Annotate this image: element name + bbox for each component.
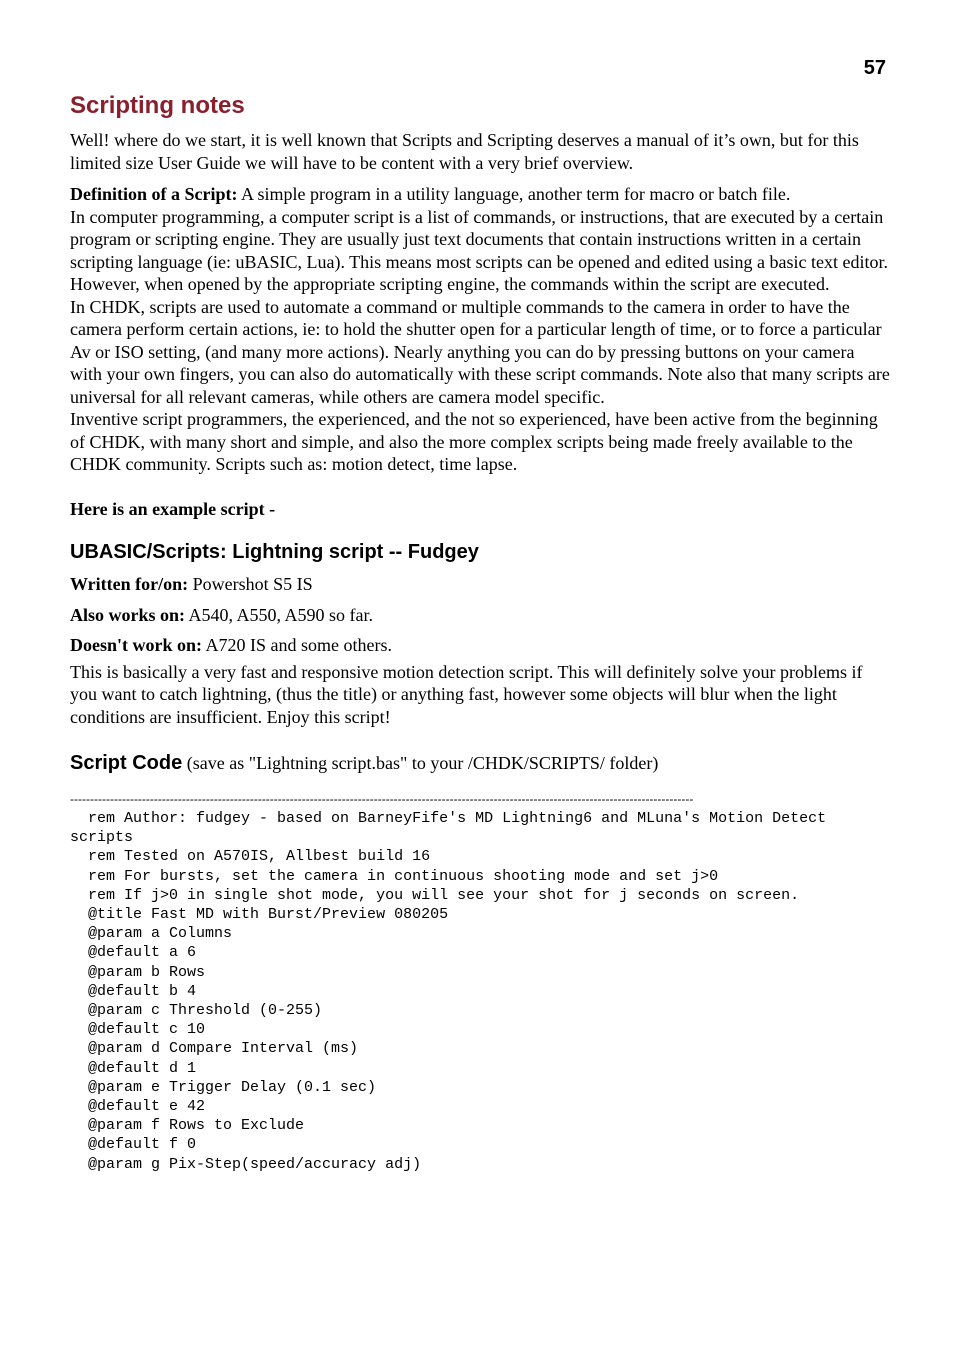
script-code-note: (save as "Lightning script.bas" to your /CHDK/SCRIPTS/ folder) [182, 753, 659, 773]
code-line: @default a 6 [70, 944, 197, 962]
description-paragraph: This is basically a very fast and responsive motion detection script. This will definitely solve your problems if you want to catch lightning, (thus the title) or anything fast, however some objects will blur when the light conditions are insufficient. Enjoy this script! [70, 661, 863, 727]
code-line: @param g Pix-Step(speed/accuracy adj) [70, 1155, 422, 1173]
page-content [70, 90, 890, 1174]
code-line: @param e Trigger Delay (0.1 sec) [70, 1078, 377, 1096]
code-line: @param a Columns [70, 925, 233, 943]
also-works-label: Also works on: [70, 604, 186, 625]
definition-line [70, 183, 890, 206]
code-block [70, 809, 890, 1174]
example-heading [70, 498, 890, 521]
code-line: @default b 4 [70, 982, 197, 1000]
section-title: Scripting notes [70, 92, 245, 119]
written-for-line [70, 573, 890, 596]
code-line: @default e 42 [70, 1098, 206, 1116]
code-line: rem Author: fudgey - based on BarneyFife's MD Lightning6 and MLuna's Motion Detect scripts [70, 810, 836, 847]
intro-paragraph: Well! where do we start, it is well known that Scripts and Scripting deserves a manual of it’s own, but for this limited size User Guide we will have to be content with a very brief overview. [70, 130, 859, 173]
doesnt-work-line [70, 634, 890, 657]
also-works-line [70, 604, 890, 627]
code-line: @param b Rows [70, 963, 206, 981]
definition-label: Definition of a Script: [70, 184, 238, 204]
code-line: @param d Compare Interval (ms) [70, 1040, 359, 1058]
code-line: rem Tested on A570IS, Allbest build 16 [70, 848, 431, 866]
definition-paragraph-1: In computer programming, a computer script is a list of commands, or instructions, that are executed by a certain program or scripting engine. They are usually just text documents that contain instructions written in a certain scripting language (ie: uBASIC, Lua). This means most scripts can be opened and edited using a basic text editor. However, when opened by the appropriate scripting engine, the commands within the script are executed. [70, 206, 888, 294]
definition-paragraph-2: In CHDK, scripts are used to automate a command or multiple commands to the camera in order to have the camera perform certain actions, ie: to hold the shutter open for a particular length of time, or to force a particular Av or ISO setting, (and many more actions). Nearly anything you can do by pressing buttons on your camera with your own fingers, you can also do automatically with these script commands. Note also that many scripts are universal for all relevant cameras, while others are camera model specific. [70, 296, 890, 407]
written-for-value: Powershot S5 IS [188, 574, 313, 594]
code-line: rem If j>0 in single shot mode, you will see your shot for j seconds on screen. [70, 886, 800, 904]
code-line: @default f 0 [70, 1136, 197, 1154]
script-code-heading [70, 750, 890, 778]
code-line: @param c Threshold (0-255) [70, 1002, 323, 1020]
doesnt-work-value: A720 IS and some others. [202, 635, 392, 655]
also-works-value: A540, A550, A590 so far. [185, 604, 374, 625]
code-line: @default c 10 [70, 1021, 206, 1039]
code-line: rem For bursts, set the camera in continuous shooting mode and set j>0 [70, 867, 719, 885]
code-line: @param f Rows to Exclude [70, 1117, 305, 1135]
doesnt-work-label: Doesn't work on: [70, 635, 203, 655]
script-title: UBASIC/Scripts: Lightning script -- Fudgey [70, 541, 479, 563]
written-for-label: Written for/on: [70, 574, 189, 594]
separator-line: ------------------------------------------------------------------------------------------------------------------------------------------------------------ [70, 792, 694, 806]
definition-text: A simple program in a utility language, another term for macro or batch file. [237, 184, 791, 204]
definition-paragraph-3: Inventive script programmers, the experienced, and the not so experienced, have been active from the beginning of CHDK, with many short and simple, and also the more complex scripts being made freely available to the CHDK community. Scripts such as: motion detect, time lapse. [70, 409, 878, 474]
page-number: 57 [863, 57, 886, 79]
script-code-label: Script Code [70, 752, 183, 774]
code-line: @default d 1 [70, 1059, 197, 1077]
code-line: @title Fast MD with Burst/Preview 080205 [70, 906, 449, 924]
example-heading-text: Here is an example script - [70, 498, 276, 519]
